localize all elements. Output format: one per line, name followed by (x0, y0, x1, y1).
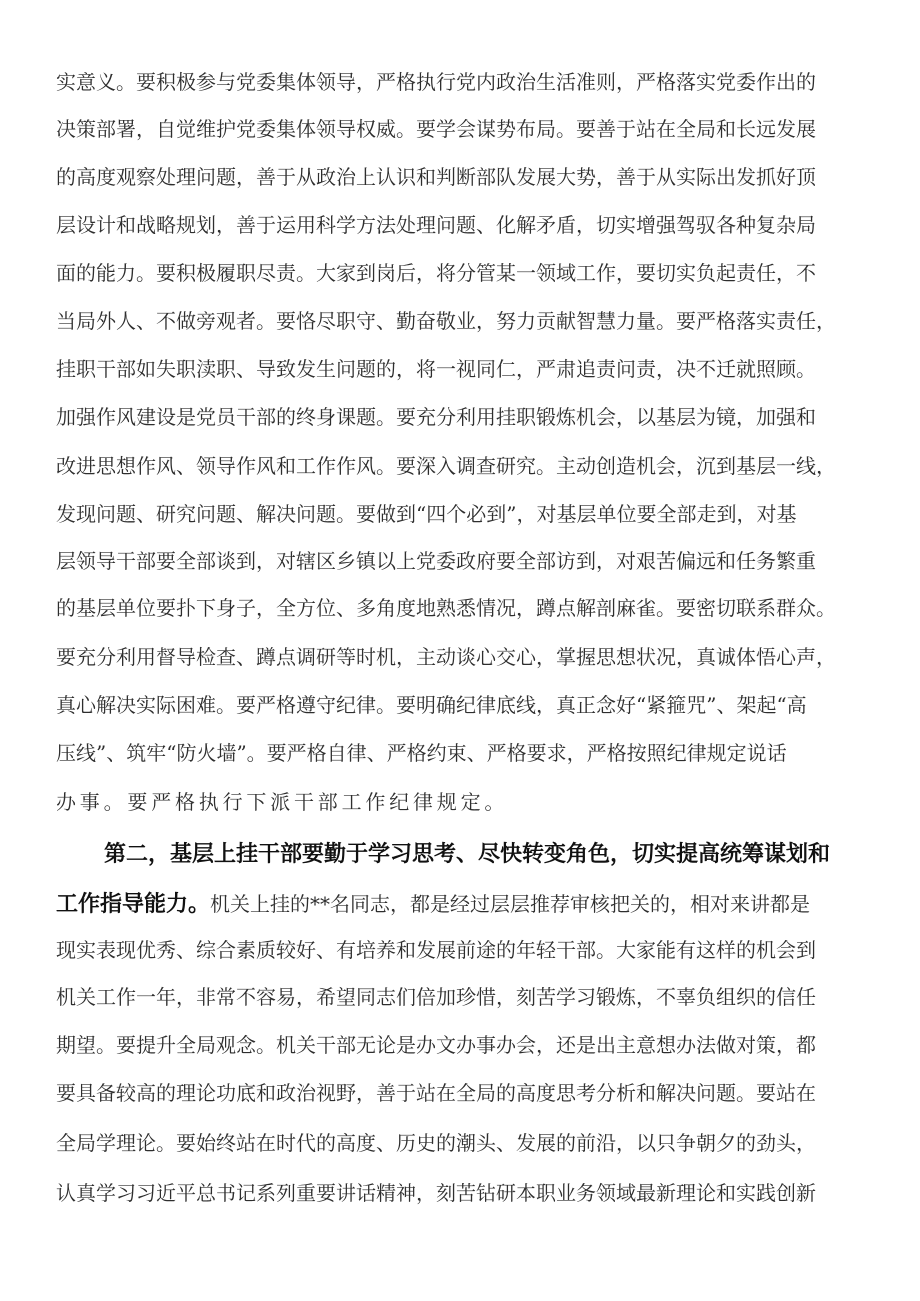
section-heading-continuation: 工作指导能力。 (56, 892, 211, 917)
paragraph-2-line-1 (56, 889, 866, 919)
section-heading: 第二，基层上挂干部要勤于学习思考、尽快转变角色，切实提高统筹谋划和 (104, 842, 831, 867)
paragraph-2-line-1-text: 机关上挂的**名同志，都是经过层层推荐审核把关的，相对来讲都是 (210, 892, 811, 916)
paragraph-1-line-11: 层领导干部要全部谈到，对辖区乡镇以上党委政府要全部访到，对艰苦偏远和任务繁重 (56, 549, 816, 573)
paragraph-2-line-6: 全局学理论。要始终站在时代的高度、历史的潮头、发展的前沿，以只争朝夕的劲头， (56, 1131, 816, 1155)
paragraph-1-line-12: 的基层单位要扑下身子，全方位、多角度地熟悉情况，蹲点解剖麻雀。要密切联系群众。 (56, 596, 836, 620)
paragraph-1-line-1: 实意义。要积极参与党委集体领导，严格执行党内政治生活准则，严格落实党委作出的 (56, 70, 816, 94)
paragraph-1-line-15: 压线”、筑牢“防火墙”。要严格自律、严格约束、严格要求，严格按照纪律规定说话 (56, 741, 787, 765)
paragraph-2-line-4: 期望。要提升全局观念。机关干部无论是办文办事办会，还是出主意想办法做对策，都 (56, 1033, 816, 1057)
paragraph-2-line-7: 认真学习习近平总书记系列重要讲话精神，刻苦钻研本职业务领域最新理论和实践创新 (56, 1181, 816, 1205)
paragraph-2-line-2: 现实表现优秀、综合素质较好、有培养和发展前途的年轻干部。大家能有这样的机会到 (56, 938, 816, 962)
paragraph-1-line-3: 的高度观察处理问题，善于从政治上认识和判断部队发展大势，善于从实际出发抓好顶 (56, 165, 816, 189)
paragraph-1-line-6: 当局外人、不做旁观者。要恪尽职守、勤奋敬业，努力贡献智慧力量。要严格落实责任， (56, 309, 836, 333)
paragraph-1-line-16: 办事。要严格执行下派干部工作纪律规定。 (56, 790, 509, 814)
paragraph-1-line-7: 挂职干部如失职渎职、导致发生问题的，将一视同仁，严肃追责问责，决不迁就照顾。 (56, 357, 816, 381)
paragraph-2-line-3: 机关工作一年，非常不容易，希望同志们倍加珍惜，刻苦学习锻炼，不辜负组织的信任 (56, 985, 816, 1009)
paragraph-1-line-8: 加强作风建设是党员干部的终身课题。要充分利用挂职锻炼机会，以基层为镜，加强和 (56, 405, 816, 429)
paragraph-1-line-2: 决策部署，自觉维护党委集体领导权威。要学会谋势布局。要善于站在全局和长远发展 (56, 117, 816, 141)
paragraph-1-line-5: 面的能力。要积极履职尽责。大家到岗后，将分管某一领域工作，要切实负起责任，不 (56, 261, 816, 285)
paragraph-1-line-13: 要充分利用督导检查、蹲点调研等时机，主动谈心交心，掌握思想状况，真诚体悟心声， (56, 645, 836, 669)
paragraph-1-line-10: 发现问题、研究问题、解决问题。要做到“四个必到”，对基层单位要全部走到，对基 (56, 502, 797, 526)
paragraph-2-line-5: 要具备较高的理论功底和政治视野，善于站在全局的高度思考分析和解决问题。要站在 (56, 1081, 816, 1105)
paragraph-1-line-4: 层设计和战略规划，善于运用科学方法处理问题、化解矛盾，切实增强驾驭各种复杂局 (56, 213, 816, 237)
paragraph-1-line-14: 真心解决实际困难。要严格遵守纪律。要明确纪律底线，真正念好“紧箍咒”、架起“高 (56, 693, 807, 717)
paragraph-1-line-9: 改进思想作风、领导作风和工作作风。要深入调查研究。主动创造机会，沉到基层一线， (56, 454, 836, 478)
